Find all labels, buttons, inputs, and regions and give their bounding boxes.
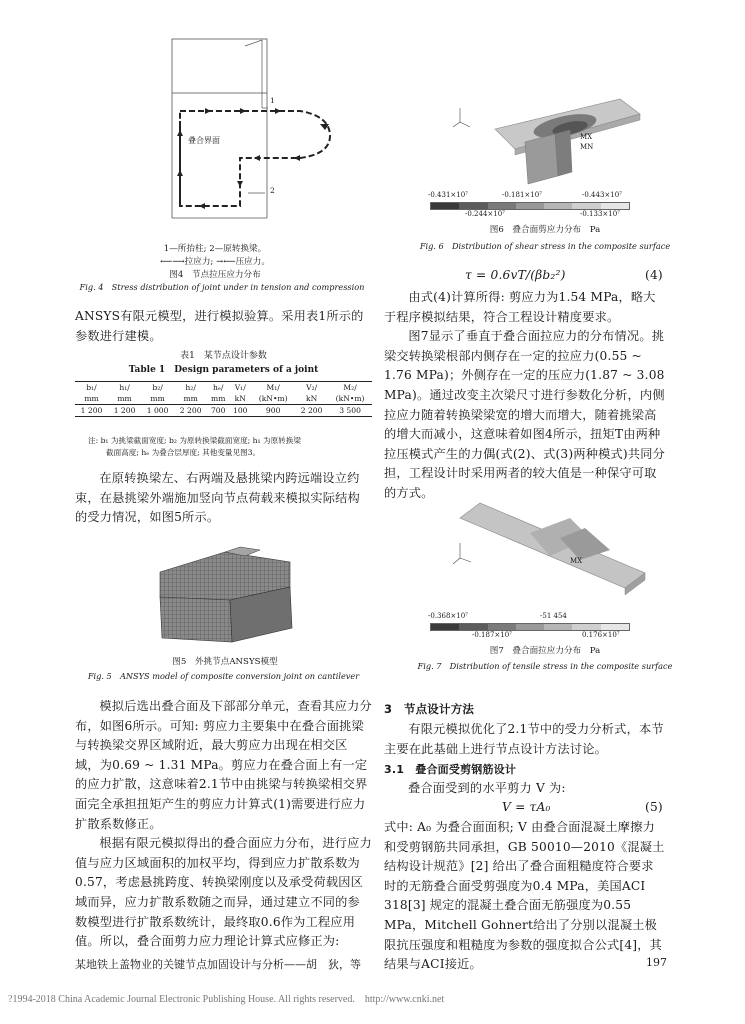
equation-4: τ = 0.6vT/(βb₂²) [465, 268, 566, 282]
section-3-para2-block [384, 818, 666, 975]
table-unit: kN [234, 394, 246, 403]
figure-5-model [140, 542, 310, 650]
fig6-scale-bottom-1: -0.244×10⁷ [465, 210, 505, 218]
right-upper-text [384, 288, 666, 504]
table-unit: kN [305, 394, 318, 403]
page-number: 197 [646, 956, 667, 969]
fig6-caption-en: Fig. 6 Distribution of shear stress in the composite surface [419, 241, 671, 251]
fig4-caption-en: Fig. 4 Stress distribution of joint under in tension and compression [79, 282, 365, 292]
subsection-3-1-line: 叠合面受到的水平剪力 V 为: [408, 781, 566, 795]
table-header: hₑ/ [213, 383, 224, 392]
left-after-table-paragraph [75, 469, 372, 528]
table1-note-line2: 截面高度; hₑ 为叠合层厚度; 其他变量见图3。 [106, 448, 261, 457]
table-unit: mm [211, 394, 226, 403]
table-cell: 700 [210, 406, 226, 415]
table-cell: 3 500 [339, 406, 361, 415]
fig5-caption-en: Fig. 5 ANSYS model of composite conversion joint on cantilever [87, 671, 360, 681]
table-cell: 2 200 [300, 406, 323, 415]
fig7-scale-top-2: -51 454 [540, 612, 567, 620]
fig6-scale-top-1: -0.431×10⁷ [428, 191, 468, 199]
table-unit: mm [84, 394, 99, 403]
figure-4-diagram [150, 36, 350, 248]
table-unit: mm [150, 394, 165, 403]
table-cell: 100 [232, 406, 248, 415]
table1-title-en: Table 1 Design parameters of a joint [128, 365, 319, 375]
fig6-scale-top-3: -0.443×10⁷ [582, 191, 622, 199]
section-3-para: 有限元模拟优化了2.1节中的受力分析式，本节主要在此基础上进行节点设计方法讨论。 [384, 722, 664, 756]
fig7-marker-mx: MX [570, 557, 583, 565]
table-unit: mm [117, 394, 132, 403]
fig4-legend-line2: ⟵⟶拉应力; →⟵压应力。 [160, 257, 270, 267]
table-header: h₂/ [185, 383, 196, 392]
fig7-scale-bottom-1: -0.187×10⁷ [472, 631, 512, 639]
fig4-inner-label: 叠合界面 [188, 136, 220, 145]
copyright-line: ?1994-2018 China Academic Journal Electronic Publishing House. All rights reserved. http://www.cnki.net [8, 994, 445, 1005]
left-para-b: 根据有限元模拟得出的叠合面应力分布，进行应力值与应力区域面积的加权平均，得到应力扩散系数为0.57，考虑悬挑跨度、转换梁刚度以及承受荷载因区域而异，应力扩散系数随之而异，通过建立不同的参数模型进行扩散系数统计，最终取0.6作为工程应用值。所以，叠合面剪力应力理论计算式应修正为: [75, 836, 372, 949]
equation-5-number: (5) [645, 800, 663, 814]
table-cell: 1 200 [113, 406, 136, 415]
running-title: 某地铁上盖物业的关键节点加固设计与分析——胡 狄，等 [75, 958, 361, 971]
table1-note-line1: 注: b₁ 为挑梁截面宽度; b₂ 为原转换梁截面宽度; h₁ 为原转换梁 [88, 436, 301, 445]
table1 [75, 381, 372, 417]
table-header: M₁/ [266, 383, 280, 392]
table-header: V₂/ [306, 383, 318, 392]
right-para-2: 图7显示了垂直于叠合面拉应力的分布情况。挑梁交转换梁根部内侧存在一定的拉应力(0.55 ~ 1.76 MPa)；外侧存在一定的压应力(1.87 ~ 3.08 MPa)。通过改变主次梁尺寸进行参数化分析，内侧拉应力随着转换梁梁宽的增大而增大，随着挑梁高的增大而减小，这意味着如图4所示，扭矩T由两种拉压模式产生的力偶(式(2)、式(3)两种模式)共同分担，工程设计时采用两者的较大值是一种保守可取的方式。 [384, 329, 665, 500]
left-intro-paragraph [75, 307, 372, 346]
fig6-scale-top-2: -0.181×10⁷ [502, 191, 542, 199]
subsection-3-1-heading: 3.1 叠合面受剪钢筋设计 [384, 763, 517, 776]
table-header: b₂/ [152, 383, 163, 392]
fig6-marker-mx: MX [580, 133, 593, 141]
table-unit: (kN•m) [258, 394, 288, 403]
fig6-marker-mn: MN [580, 143, 594, 151]
equation-5: V = τA₀ [502, 800, 551, 814]
figure-4 [150, 36, 350, 248]
left-after-table-text: 在原转换梁左、右两端及悬挑梁内跨远端设立约束，在悬挑梁外端施加竖向节点荷载来模拟实际结构的受力情况，如图5所示。 [75, 471, 360, 525]
table-row [75, 405, 372, 417]
table-header: V₁/ [234, 383, 246, 392]
figure-6-contour [440, 94, 660, 214]
left-lower-text [75, 697, 372, 952]
fig4-caption-cn: 图4 节点拉压应力分布 [169, 270, 261, 280]
section-3-text [384, 720, 666, 759]
table-unit: (kN•m) [335, 394, 365, 403]
figure-7-contour [440, 498, 660, 608]
fig7-caption-en: Fig. 7 Distribution of tensile stress in the composite surface [417, 661, 673, 671]
table-units-row [75, 393, 372, 405]
right-para-1: 由式(4)计算所得: 剪应力为1.54 MPa，略大于程序模拟结果，符合工程设计精度要求。 [384, 290, 656, 324]
fig4-legend-line1: 1—所抬柱; 2—原转换梁。 [163, 244, 267, 254]
figure-5 [140, 542, 310, 650]
table-header: h₁/ [119, 383, 130, 392]
figure-6 [440, 94, 660, 214]
table-cell: 900 [265, 406, 281, 415]
equation-4-number: (4) [645, 268, 663, 282]
figure-7 [440, 498, 660, 608]
section-3-heading: 3 节点设计方法 [384, 702, 475, 716]
table-header: M₂/ [343, 383, 357, 392]
table1-grid [75, 382, 372, 416]
fig4-label-2: 2 [270, 186, 275, 195]
fig6-caption-cn: 图6 叠合面剪应力分布 Pa [489, 225, 601, 235]
table-header-row [75, 382, 372, 393]
left-para-a: 模拟后选出叠合面及下部部分单元，查看其应力分布，如图6所示。可知: 剪应力主要集中在叠合面挑梁与转换梁交界区域附近，最大剪应力出现在相交区域，为0.69 ~ 1.31 MPa。剪应力在叠合面上有一定的应力扩散，这意味着2.1节中由挑梁与转换梁相交界面完全承担扭矩产生的剪应力计算式(1)需要进行应力扩散系数修正。 [75, 699, 372, 831]
table-cell: 2 200 [179, 406, 202, 415]
fig4-label-1: 1 [270, 96, 275, 105]
table1-title-cn: 表1 某节点设计参数 [180, 351, 267, 361]
section-3-para2: 式中: A₀ 为叠合面面积; V 由叠合面混凝土摩擦力和受剪钢筋共同承担，GB 50010—2010《混凝土结构设计规范》[2] 给出了叠合面粗糙度符合要求时的无筋叠合面受剪强度为0.4 MPa，美国ACI 318[3] 规定的混凝土叠合面无筋强度为0.55 MPa，Mitchell Gohnert给出了分别以混凝土极限抗压强度和粗糙度为参数的强度拟合公式[4]，其结果与ACI接近。 [384, 820, 665, 972]
fig7-caption-cn: 图7 叠合面拉应力分布 Pa [489, 646, 601, 656]
table-header: b₁/ [86, 383, 97, 392]
left-intro-text: ANSYS有限元模型，进行模拟验算。采用表1所示的参数进行建模。 [75, 309, 364, 343]
table-unit: mm [183, 394, 198, 403]
table-cell: 1 000 [146, 406, 169, 415]
fig7-scale-top-1: -0.368×10⁷ [428, 612, 468, 620]
table-cell: 1 200 [80, 406, 103, 415]
fig5-caption-cn: 图5 外挑节点ANSYS模型 [172, 657, 278, 667]
fig7-scale-bottom-2: 0.176×10⁷ [582, 631, 620, 639]
fig6-scale-bottom-2: -0.133×10⁷ [580, 210, 620, 218]
